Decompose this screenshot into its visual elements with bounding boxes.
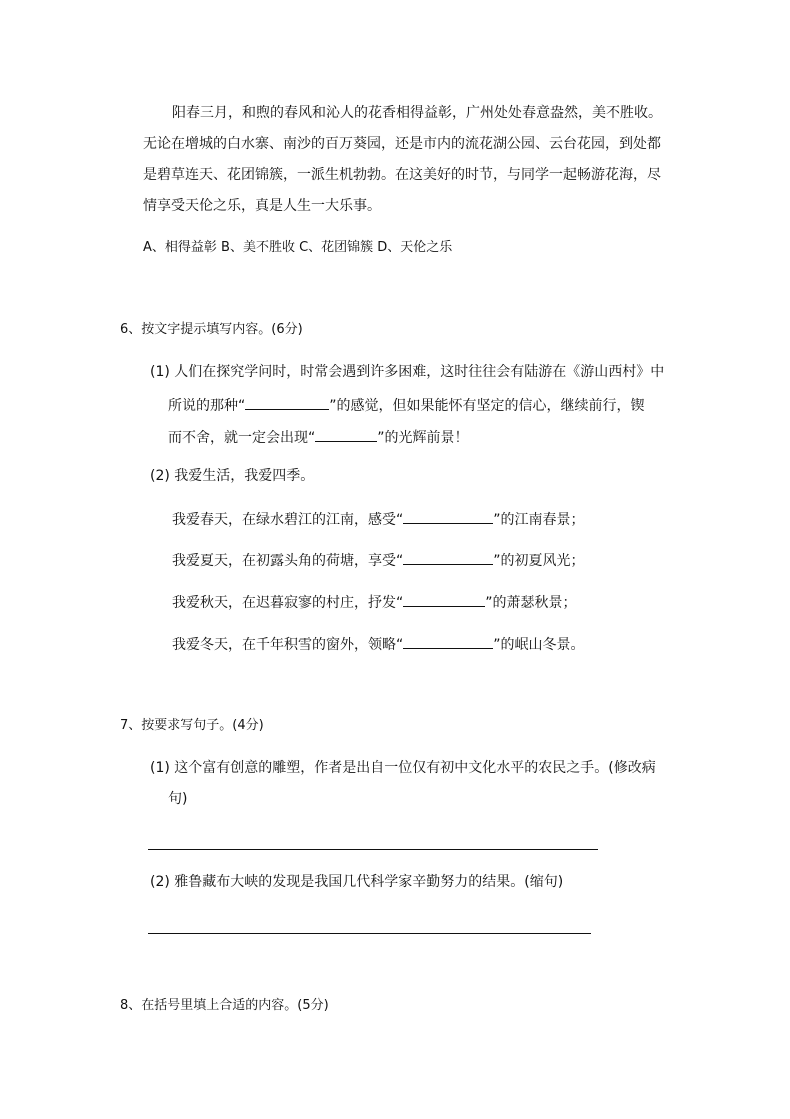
passage-line-3: 是碧草连天、花团锦簇，一派生机勃勃。在这美好的时节，与同学一起畅游花海，尽: [143, 167, 661, 183]
answer-blank[interactable]: [403, 508, 493, 524]
answer-blank[interactable]: [403, 549, 493, 565]
answer-blank[interactable]: [245, 394, 329, 410]
answer-line[interactable]: [148, 933, 591, 934]
q7-part1-line2: 句): [168, 791, 188, 807]
passage-line-2: 无论在增城的白水寨、南沙的百万葵园，还是市内的流花湖公园、云台花园，到处都: [143, 136, 661, 152]
q7-part2: (2) 雅鲁藏布大峡的发现是我国几代科学家辛勤努力的结果。(缩句): [150, 874, 564, 890]
q6-part1-line3: 而不舍，就一定会出现“ ”的光辉前景！: [168, 426, 469, 448]
q6-part1-line2: 所说的那种“ ”的感觉，但如果能怀有坚定的信心，继续前行，锲: [168, 394, 645, 416]
answer-blank[interactable]: [403, 633, 493, 649]
answer-options: A、相得益彰 B、美不胜收 C、花团锦簇 D、天伦之乐: [143, 240, 453, 255]
question-6-title: 6、按文字提示填写内容。(6分): [120, 322, 303, 337]
question-8-title: 8、在括号里填上合适的内容。(5分): [120, 998, 329, 1013]
q7-part1-line1: (1) 这个富有创意的雕塑，作者是出自一位仅有初中文化水平的农民之手。(修改病: [150, 760, 656, 776]
q6-spring-line: 我爱春天，在绿水碧江的江南，感受“ ”的江南春景；: [172, 508, 585, 530]
q6-autumn-line: 我爱秋天，在迟暮寂寥的村庄，抒发“ ”的萧瑟秋景；: [172, 591, 577, 613]
q6-part2-title: (2) 我爱生活，我爱四季。: [150, 468, 315, 484]
answer-blank[interactable]: [403, 591, 485, 607]
passage-line-4: 情享受天伦之乐，真是人生一大乐事。: [143, 198, 381, 214]
q6-winter-line: 我爱冬天，在千年积雪的窗外，领略“ ”的岷山冬景。: [172, 633, 585, 655]
question-7-title: 7、按要求写句子。(4分): [120, 718, 264, 733]
q6-part1-line1: (1) 人们在探究学问时，时常会遇到许多困难，这时往往会有陆游在《游山西村》中: [150, 364, 665, 380]
answer-line[interactable]: [148, 849, 598, 850]
answer-blank[interactable]: [315, 426, 377, 442]
q6-summer-line: 我爱夏天，在初露头角的荷塘，享受“ ”的初夏风光；: [172, 549, 585, 571]
passage-line-1: 阳春三月，和煦的春风和沁人的花香相得益彰，广州处处春意盎然，美不胜收。: [172, 105, 662, 121]
